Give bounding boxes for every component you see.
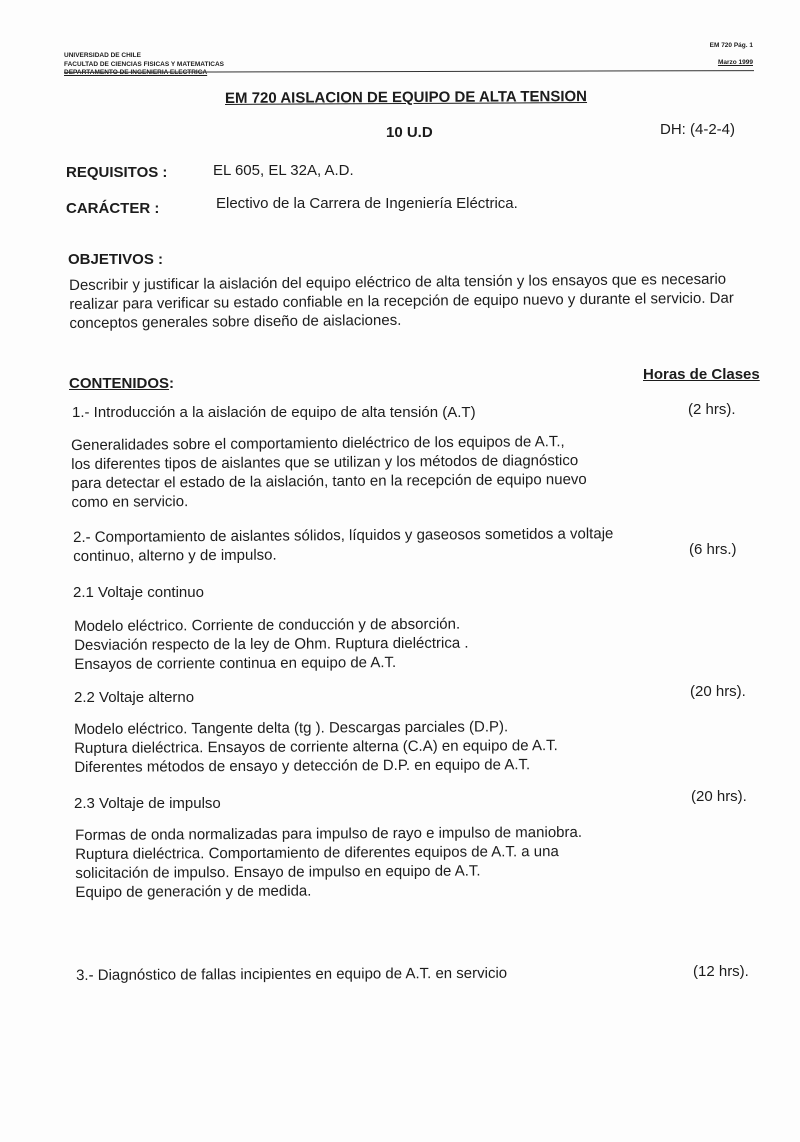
- caracter-label: CARÁCTER :: [66, 200, 160, 217]
- section-2-1-title: 2.1 Voltaje continuo: [73, 584, 204, 601]
- section-1-line: para detectar el estado de la aislación, tanto en la recepción de equipo nuevo: [71, 470, 587, 492]
- section-1-hours: (2 hrs).: [688, 401, 736, 418]
- section-2-3-line: solicitación de impulso. Ensayo de impulso en equipo de A.T.: [75, 862, 481, 882]
- contenidos-colon: :: [169, 375, 175, 392]
- institution-line: UNIVERSIDAD DE CHILE: [64, 52, 141, 59]
- section-2-3-text: [75, 823, 582, 902]
- section-2-2-line: Diferentes métodos de ensayo y detección de D.P. en equipo de A.T.: [74, 756, 531, 776]
- hours-header: Horas de Clases: [643, 366, 760, 383]
- objetivos-text: [69, 270, 734, 333]
- section-2-3-line: Equipo de generación y de medida.: [75, 882, 312, 901]
- objetivos-line: realizar para verificar su estado confiable en la recepción de equipo nuevo y durante el servicio. Dar: [69, 289, 734, 313]
- section-1-line: Generalidades sobre el comportamiento dieléctrico de los equipos de A.T.,: [71, 433, 565, 454]
- course-units: 10 U.D: [386, 124, 433, 141]
- section-3-hours: (12 hrs).: [693, 963, 749, 980]
- section-1-text: [71, 432, 587, 512]
- objetivos-line: Describir y justificar la aislación del equipo eléctrico de alta tensión y los ensayos que es necesario: [69, 270, 727, 294]
- section-1-line: como en servicio.: [71, 493, 189, 511]
- section-2-1-line: Ensayos de corriente continua en equipo de A.T.: [74, 654, 397, 673]
- institution-line: [64, 69, 224, 78]
- section-2-1-line: Desviación respecto de la ley de Ohm. Ruptura dieléctrica .: [74, 634, 469, 654]
- document-date: Marzo 1999: [717, 59, 753, 66]
- section-2-title: [73, 524, 614, 566]
- section-2-3-title: 2.3 Voltaje de impulso: [74, 795, 221, 812]
- section-2-2-hours: (20 hrs).: [690, 683, 746, 700]
- objetivos-label: OBJETIVOS :: [68, 251, 164, 268]
- section-2-title-line: continuo, alterno y de impulso.: [73, 546, 277, 565]
- course-dh: DH: (4-2-4): [660, 121, 736, 138]
- section-3-title: 3.- Diagnóstico de fallas incipientes en equipo de A.T. en servicio: [76, 964, 508, 984]
- section-2-2-text: [74, 717, 558, 777]
- section-2-hours: (6 hrs.): [689, 541, 737, 558]
- contenidos-label: CONTENIDOS: [69, 375, 170, 392]
- section-2-1-text: [74, 615, 469, 674]
- section-1-title: 1.- Introducción a la aislación de equipo de alta tensión (A.T): [72, 404, 476, 421]
- section-2-3-hours: (20 hrs).: [691, 788, 747, 805]
- page-ref: EM 720 Pág. 1: [709, 42, 753, 49]
- course-title: EM 720 AISLACION DE EQUIPO DE ALTA TENSION: [224, 88, 588, 107]
- contenidos-heading: [69, 375, 174, 392]
- requisitos-value: EL 605, EL 32A, A.D.: [213, 162, 354, 179]
- institution-block: [64, 52, 224, 78]
- section-2-1-line: Modelo eléctrico. Corriente de conducción y de absorción.: [74, 615, 461, 635]
- institution-line: FACULTAD DE CIENCIAS FISICAS Y MATEMATICAS: [64, 60, 224, 68]
- section-2-3-line: Formas de onda normalizadas para impulso de rayo e impulso de maniobra.: [75, 823, 583, 844]
- caracter-value: Electivo de la Carrera de Ingeniería Eléctrica.: [216, 195, 518, 212]
- section-2-title-line: 2.- Comportamiento de aislantes sólidos, líquidos y gaseosos sometidos a voltaje: [73, 525, 614, 546]
- requisitos-label: REQUISITOS :: [66, 164, 168, 181]
- section-2-3-line: Ruptura dieléctrica. Comportamiento de diferentes equipos de A.T. a una: [75, 843, 559, 863]
- section-2-2-line: Ruptura dieléctrica. Ensayos de corriente alterna (C.A) en equipo de A.T.: [74, 737, 558, 757]
- section-2-2-line: Modelo eléctrico. Tangente delta (tg ). Descargas parciales (D.P).: [74, 718, 509, 738]
- section-1-line: los diferentes tipos de aislantes que se utilizan y los métodos de diagnóstico: [71, 452, 579, 473]
- section-2-2-title: 2.2 Voltaje alterno: [74, 689, 195, 706]
- objetivos-line: conceptos generales sobre diseño de aislaciones.: [69, 311, 402, 332]
